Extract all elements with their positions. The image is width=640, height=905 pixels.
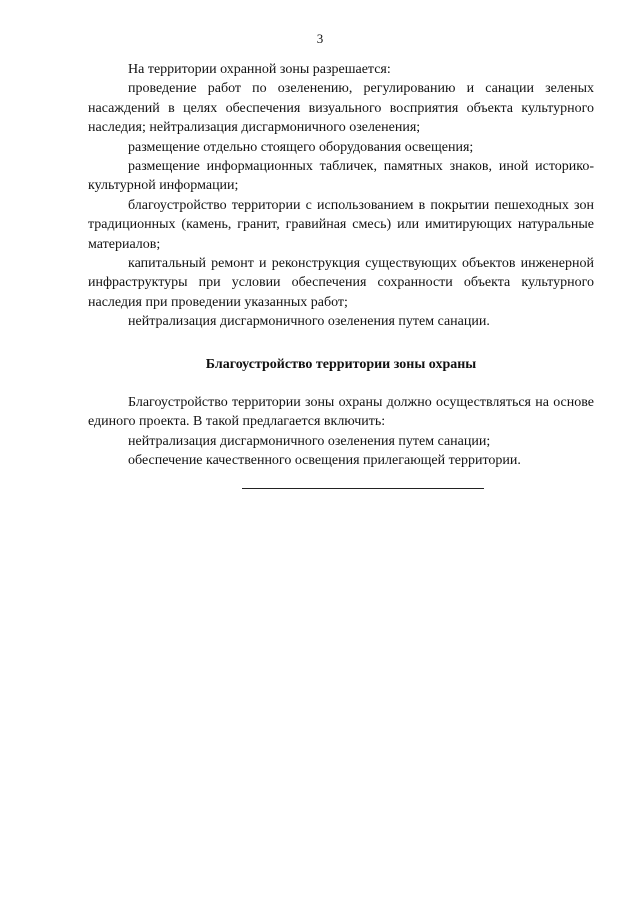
section-heading: Благоустройство территории зоны охраны bbox=[205, 356, 477, 372]
list-item: проведение работ по озеленению, регулированию и санации зеленых насаждений в целях обеспечения визуального восприятия объекта культурного наследия; нейтрализация дисгармоничного озеленения; bbox=[88, 81, 594, 136]
list-item: нейтрализация дисгармоничного озеленения путем санации; bbox=[128, 433, 491, 449]
list-item: капитальный ремонт и реконструкция существующих объектов инженерной инфраструктуры при условии обеспечения сохранности объекта культурного наследия при проведении указанных работ; bbox=[88, 256, 594, 310]
page-number: 3 bbox=[316, 31, 324, 46]
section2-intro: Благоустройство территории зоны охраны должно осуществляться на основе единого проекта. В такой предлагается включить: bbox=[88, 394, 594, 430]
list-item: нейтрализация дисгармоничного озеленения путем санации. bbox=[128, 314, 490, 330]
document-body bbox=[88, 60, 594, 470]
list-item: размещение отдельно стоящего оборудования освещения; bbox=[128, 139, 474, 155]
end-rule bbox=[242, 488, 484, 489]
list-item: обеспечение качественного освещения прилегающей территории. bbox=[128, 452, 521, 468]
list-item: размещение информационных табличек, памятных знаков, иной историко-культурной информации; bbox=[88, 159, 594, 194]
list-item: благоустройство территории с использованием в покрытии пешеходных зон традиционных (камень, гранит, гравийная смесь) или имитирующих натуральные материалов; bbox=[88, 197, 594, 252]
section1-intro: На территории охранной зоны разрешается: bbox=[128, 62, 391, 77]
